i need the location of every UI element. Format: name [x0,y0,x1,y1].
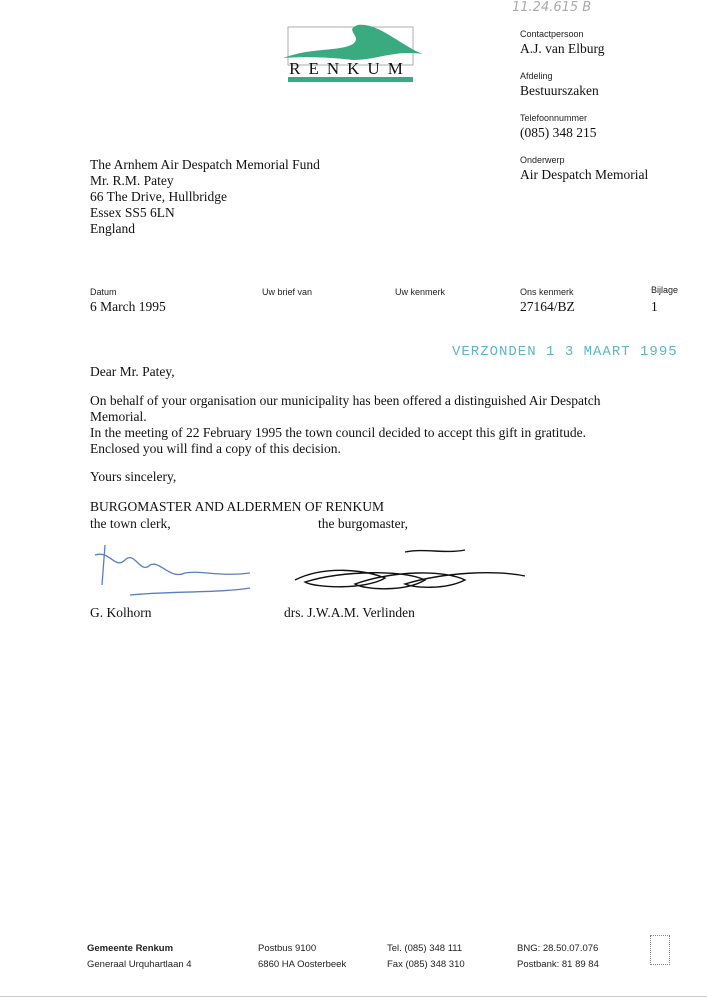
address-line: Essex SS5 6LN [90,205,175,220]
handwritten-reference: 11.24.615 B [512,0,592,15]
contact-label: Contactpersoon [520,29,584,39]
burgomaster-title: the burgomaster, [318,516,408,531]
clerk-name: G. Kolhorn [90,605,152,620]
footer-tel: Tel. (085) 348 111 [387,943,463,954]
our-ref-label: Ons kenmerk [520,287,574,297]
renkum-logo [283,22,428,84]
date-value: 6 March 1995 [90,299,166,314]
recipient-address [90,157,320,237]
subject-value: Air Despatch Memorial [520,167,649,182]
signatory-org: BURGOMASTER AND ALDERMEN OF RENKUM [90,499,385,514]
footer-postal [258,941,346,973]
body-line: Memorial. [90,409,147,424]
phone-label: Telefoonnummer [520,113,588,123]
contact-value: A.J. van Elburg [520,41,605,56]
footer-postbank: Postbank: 81 89 84 [517,959,599,970]
sent-stamp: VERZONDEN 1 3 MAART 1995 [452,344,678,360]
attachment-label: Bijlage [651,285,679,295]
closing: Yours sincelery, [90,469,177,484]
salutation: Dear Mr. Patey, [90,364,175,379]
clerk-signature [90,535,270,605]
body-line: Enclosed you will find a copy of this decision. [90,441,341,456]
footer-bank [517,941,599,973]
department-value: Bestuurszaken [520,83,599,98]
address-line: 66 The Drive, Hullbridge [90,189,227,204]
svg-text:RENKUM: RENKUM [289,59,411,78]
page-edge-divider [0,996,707,997]
address-line: Mr. R.M. Patey [90,173,174,188]
footer-address [87,941,192,973]
department-label: Afdeling [520,71,553,81]
address-line: England [90,221,135,236]
our-ref-value: 27164/BZ [520,299,575,314]
body-line: On behalf of your organisation our municipality has been offered a distinguished Air Despatch [90,393,601,408]
footer-org: Gemeente Renkum [87,943,174,954]
footer-fax: Fax (085) 348 310 [387,959,465,970]
phone-value: (085) 348 215 [520,125,597,140]
burgomaster-signature [285,540,535,605]
footer-postbus: Postbus 9100 [258,943,317,954]
coat-of-arms-icon [650,935,670,965]
footer-city: 6860 HA Oosterbeek [258,959,347,970]
footer-street: Generaal Urquhartlaan 4 [87,959,192,970]
clerk-title: the town clerk, [90,516,171,531]
your-letter-label: Uw brief van [262,287,313,297]
subject-label: Onderwerp [520,155,565,165]
body-line: In the meeting of 22 February 1995 the town council decided to accept this gift in gratitude. [90,425,586,440]
address-line: The Arnhem Air Despatch Memorial Fund [90,157,320,172]
footer-bng: BNG: 28.50.07.076 [517,943,599,954]
date-label: Datum [90,287,117,297]
your-ref-label: Uw kenmerk [395,287,446,297]
attachment-value: 1 [651,299,658,314]
footer-phone [387,941,465,973]
burgomaster-name: drs. J.W.A.M. Verlinden [284,605,415,620]
